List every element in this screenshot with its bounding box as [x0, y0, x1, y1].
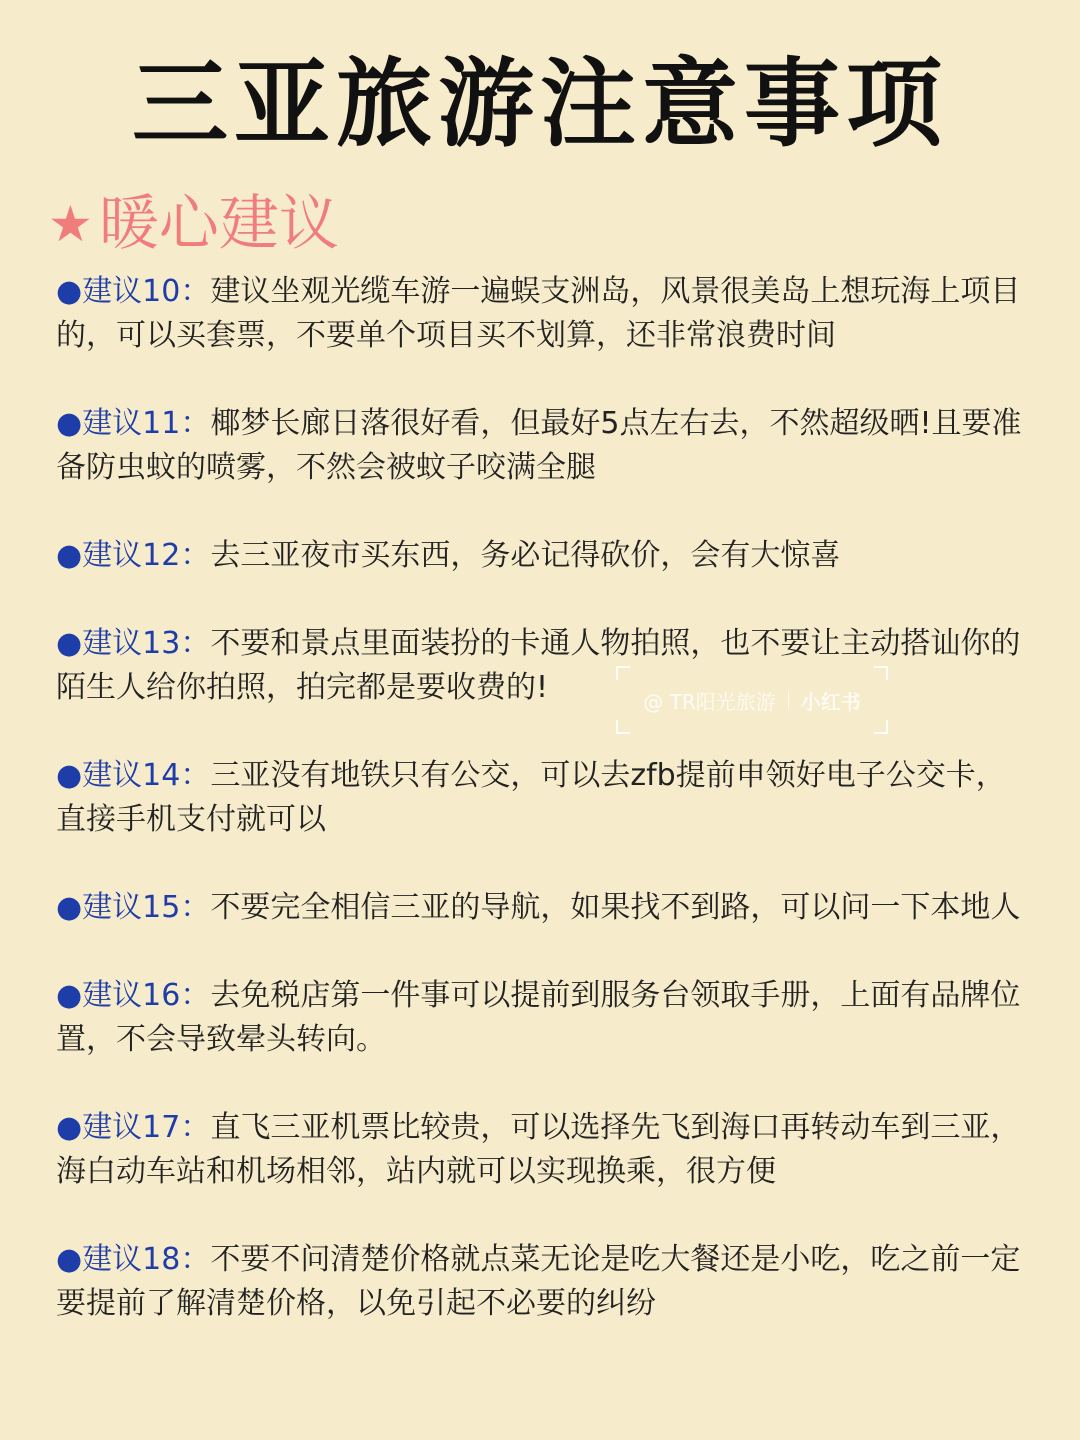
bullet-icon: ● [56, 1110, 83, 1145]
tip-label: 建议15： [82, 890, 211, 925]
tip-label: 建议12： [82, 538, 211, 573]
tip-label: 建议14： [82, 758, 211, 793]
star-icon: ★ [48, 195, 93, 253]
tip-text: 建议坐观光缆车游一遍蜈支洲岛，风景很美岛上想玩海上项目的，可以买套票，不要单个项目买不划算，还非常浪费时间 [56, 274, 1021, 353]
bullet-icon: ● [56, 1242, 83, 1277]
bullet-icon: ● [56, 978, 83, 1013]
page-title: 三亚旅游注意事项 [132, 48, 948, 160]
watermark-corner [616, 666, 630, 680]
watermark-corner [874, 720, 888, 734]
watermark [616, 666, 888, 734]
section-header [48, 188, 339, 260]
tip-text: 不要不问清楚价格就点菜无论是吃大餐还是小吃，吃之前一定要提前了解清楚价格，以免引起不必要的纠纷 [56, 1242, 1021, 1321]
bullet-icon: ● [56, 890, 83, 925]
tip-label: 建议17： [82, 1110, 211, 1145]
bullet-icon: ● [56, 538, 83, 573]
section-title: 暖心建议 [98, 189, 339, 259]
tip-text: 椰梦长廊日落很好看，但最好5点左右去，不然超级晒!且要准备防虫蚊的喷雾，不然会被蚊子咬满全腿 [56, 406, 1022, 485]
tip-item [56, 886, 1026, 930]
tips-list [56, 270, 1026, 1370]
tip-item [56, 1106, 1026, 1194]
bullet-icon: ● [56, 626, 83, 661]
tip-label: 建议13： [82, 626, 211, 661]
tip-item [56, 974, 1026, 1062]
tip-label: 建议18： [82, 1242, 211, 1277]
watermark-corner [874, 666, 888, 680]
watermark-divider [788, 691, 789, 709]
watermark-corner [616, 720, 630, 734]
tip-label: 建议16： [82, 978, 211, 1013]
tip-text: 去免税店第一件事可以提前到服务台领取手册，上面有品牌位置，不会导致晕头转向。 [56, 978, 1021, 1057]
bullet-icon: ● [56, 406, 83, 441]
tip-text: 三亚没有地铁只有公交，可以去zfb提前申领好电子公交卡，直接手机支付就可以 [56, 758, 1006, 837]
tip-label: 建议10： [82, 274, 211, 309]
tip-item [56, 270, 1026, 358]
bullet-icon: ● [56, 274, 83, 309]
tip-item [56, 1238, 1026, 1326]
watermark-brand: 小红书 [800, 689, 861, 714]
tip-text: 不要完全相信三亚的导航，如果找不到路，可以问一下本地人 [210, 890, 1021, 925]
tip-text: 直飞三亚机票比较贵，可以选择先飞到海口再转动车到三亚，海白动车站和机场相邻，站内就可以实现换乘，很方便 [56, 1110, 1021, 1189]
tip-item [56, 754, 1026, 842]
tip-item [56, 402, 1026, 490]
bullet-icon: ● [56, 758, 83, 793]
tip-text: 不要和景点里面装扮的卡通人物拍照，也不要让主动搭讪你的陌生人给你拍照，拍完都是要收费的! [56, 626, 1021, 705]
tip-text: 去三亚夜市买东西，务必记得砍价，会有大惊喜 [210, 538, 841, 573]
tip-item [56, 534, 1026, 578]
watermark-user: @ TR阳光旅游 [643, 689, 776, 714]
tip-label: 建议11： [82, 406, 211, 441]
